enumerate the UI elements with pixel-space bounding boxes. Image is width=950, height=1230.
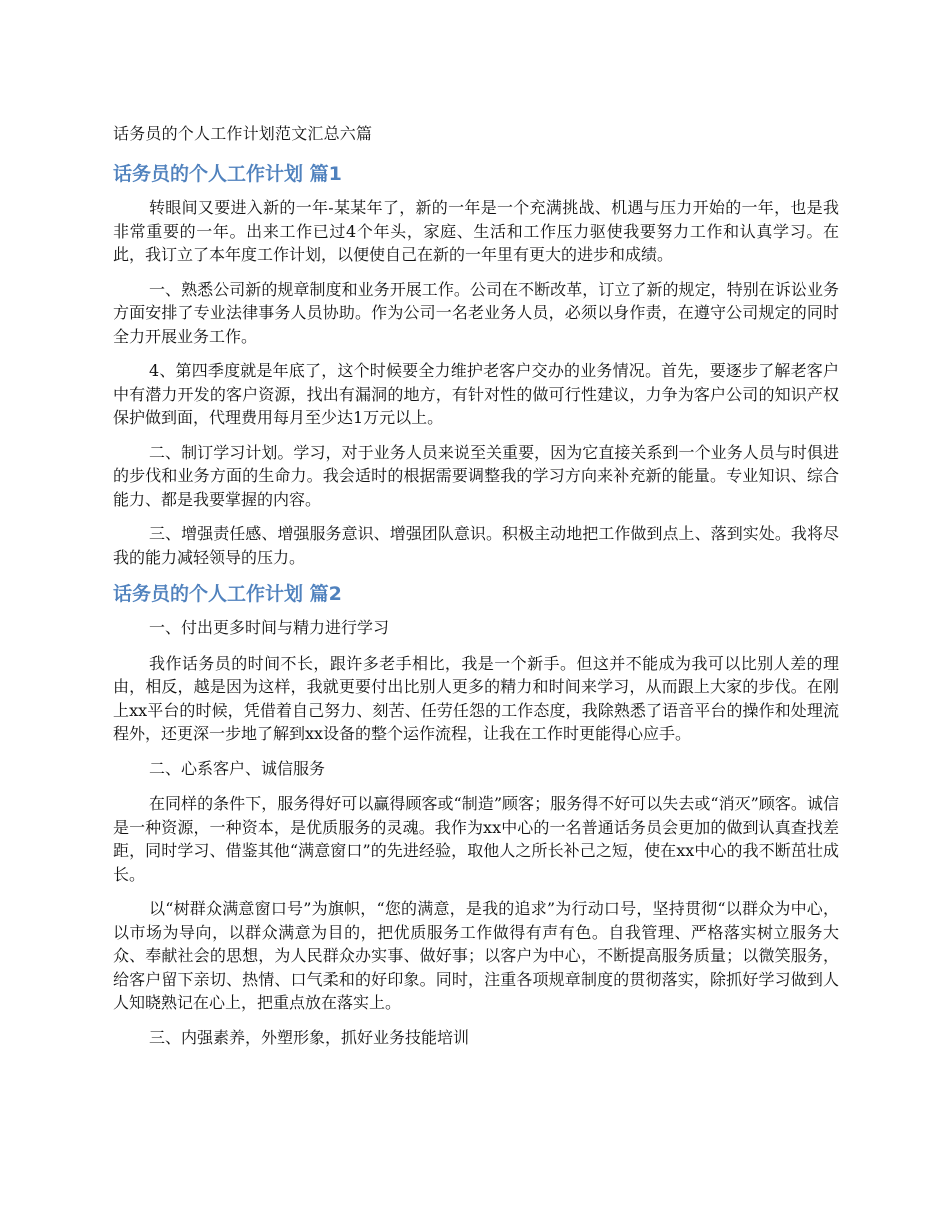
paragraph: 二、制订学习计划。学习，对于业务人员来说至关重要，因为它直接关系到一个业务人员与时俱进的步伐和业务方面的生命力。我会适时的根据需要调整我的学习方向来补充新的能量。专业知识、综合能力、都是我要掌握的内容。 — [113, 442, 839, 509]
section-2 — [113, 580, 839, 1049]
section-heading: 话务员的个人工作计划 篇1 — [113, 163, 342, 185]
paragraph: 三、内强素养，外塑形象，抓好业务技能培训 — [149, 1027, 470, 1047]
section-1 — [113, 160, 839, 569]
section-heading: 话务员的个人工作计划 篇2 — [113, 583, 342, 605]
document-page — [113, 122, 839, 1061]
paragraph: 在同样的条件下，服务得好可以赢得顾客或“制造”顾客；服务得不好可以失去或“消灭”顾客。诚信是一种资源，一种资本，是优质服务的灵魂。我作为xx中心的一名普通话务员会更加的做到认真查找差距，同时学习、借鉴其他“满意窗口”的先进经验，取他人之所长补己之短，使在xx中心的我不断茁壮成长。 — [113, 794, 839, 884]
paragraph: 4、第四季度就是年底了，这个时候要全力维护老客户交办的业务情况。首先，要逐步了解老客户中有潜力开发的客户资源，找出有漏洞的地方，有针对性的做可行性建议，力争为客户公司的知识产权保护做到面，代理费用每月至少达1万元以上。 — [113, 361, 839, 427]
document-title: 话务员的个人工作计划范文汇总六篇 — [113, 124, 373, 143]
paragraph: 转眼间又要进入新的一年-某某年了，新的一年是一个充满挑战、机遇与压力开始的一年，也是我非常重要的一年。出来工作已过4个年头，家庭、生活和工作压力驱使我要努力工作和认真学习。在此，我订立了本年度工作计划，以便使自己在新的一年里有更大的进步和成绩。 — [113, 198, 839, 264]
paragraph: 一、熟悉公司新的规章制度和业务开展工作。公司在不断改革，订立了新的规定，特别在诉讼业务方面安排了专业法律事务人员协助。作为公司一名老业务人员，必须以身作责，在遵守公司规定的同时全力开展业务工作。 — [113, 279, 839, 346]
paragraph: 三、增强责任感、增强服务意识、增强团队意识。积极主动地把工作做到点上、落到实处。我将尽我的能力减轻领导的压力。 — [113, 524, 839, 567]
paragraph: 一、付出更多时间与精力进行学习 — [149, 618, 390, 637]
paragraph: 二、心系客户、诚信服务 — [149, 758, 326, 778]
paragraph: 以“树群众满意窗口号”为旗帜，“您的满意，是我的追求”为行动口号，坚持贯彻“以群众为中心，以市场为导向，以群众满意为目的，把优质服务工作做得有声有色。自我管理、严格落实树立服务大众、奉献社会的思想，为人民群众办实事、做好事；以客户为中心，不断提高服务质量；以微笑服务，给客户留下亲切、热情、口气柔和的好印象。同时，注重各项规章制度的贯彻落实，除抓好学习做到人人知晓熟记在心上，把重点放在落实上。 — [113, 899, 839, 1012]
paragraph: 我作话务员的时间不长，跟许多老手相比，我是一个新手。但这并不能成为我可以比别人差的理由，相反，越是因为这样，我就更要付出比别人更多的精力和时间来学习，从而跟上大家的步伐。在刚上xx平台的时候，凭借着自己努力、刻苦、任劳任怨的工作态度，我除熟悉了语音平台的操作和处理流程外，还更深一步地了解到xx设备的整个运作流程，让我在工作时更能得心应手。 — [113, 653, 839, 743]
